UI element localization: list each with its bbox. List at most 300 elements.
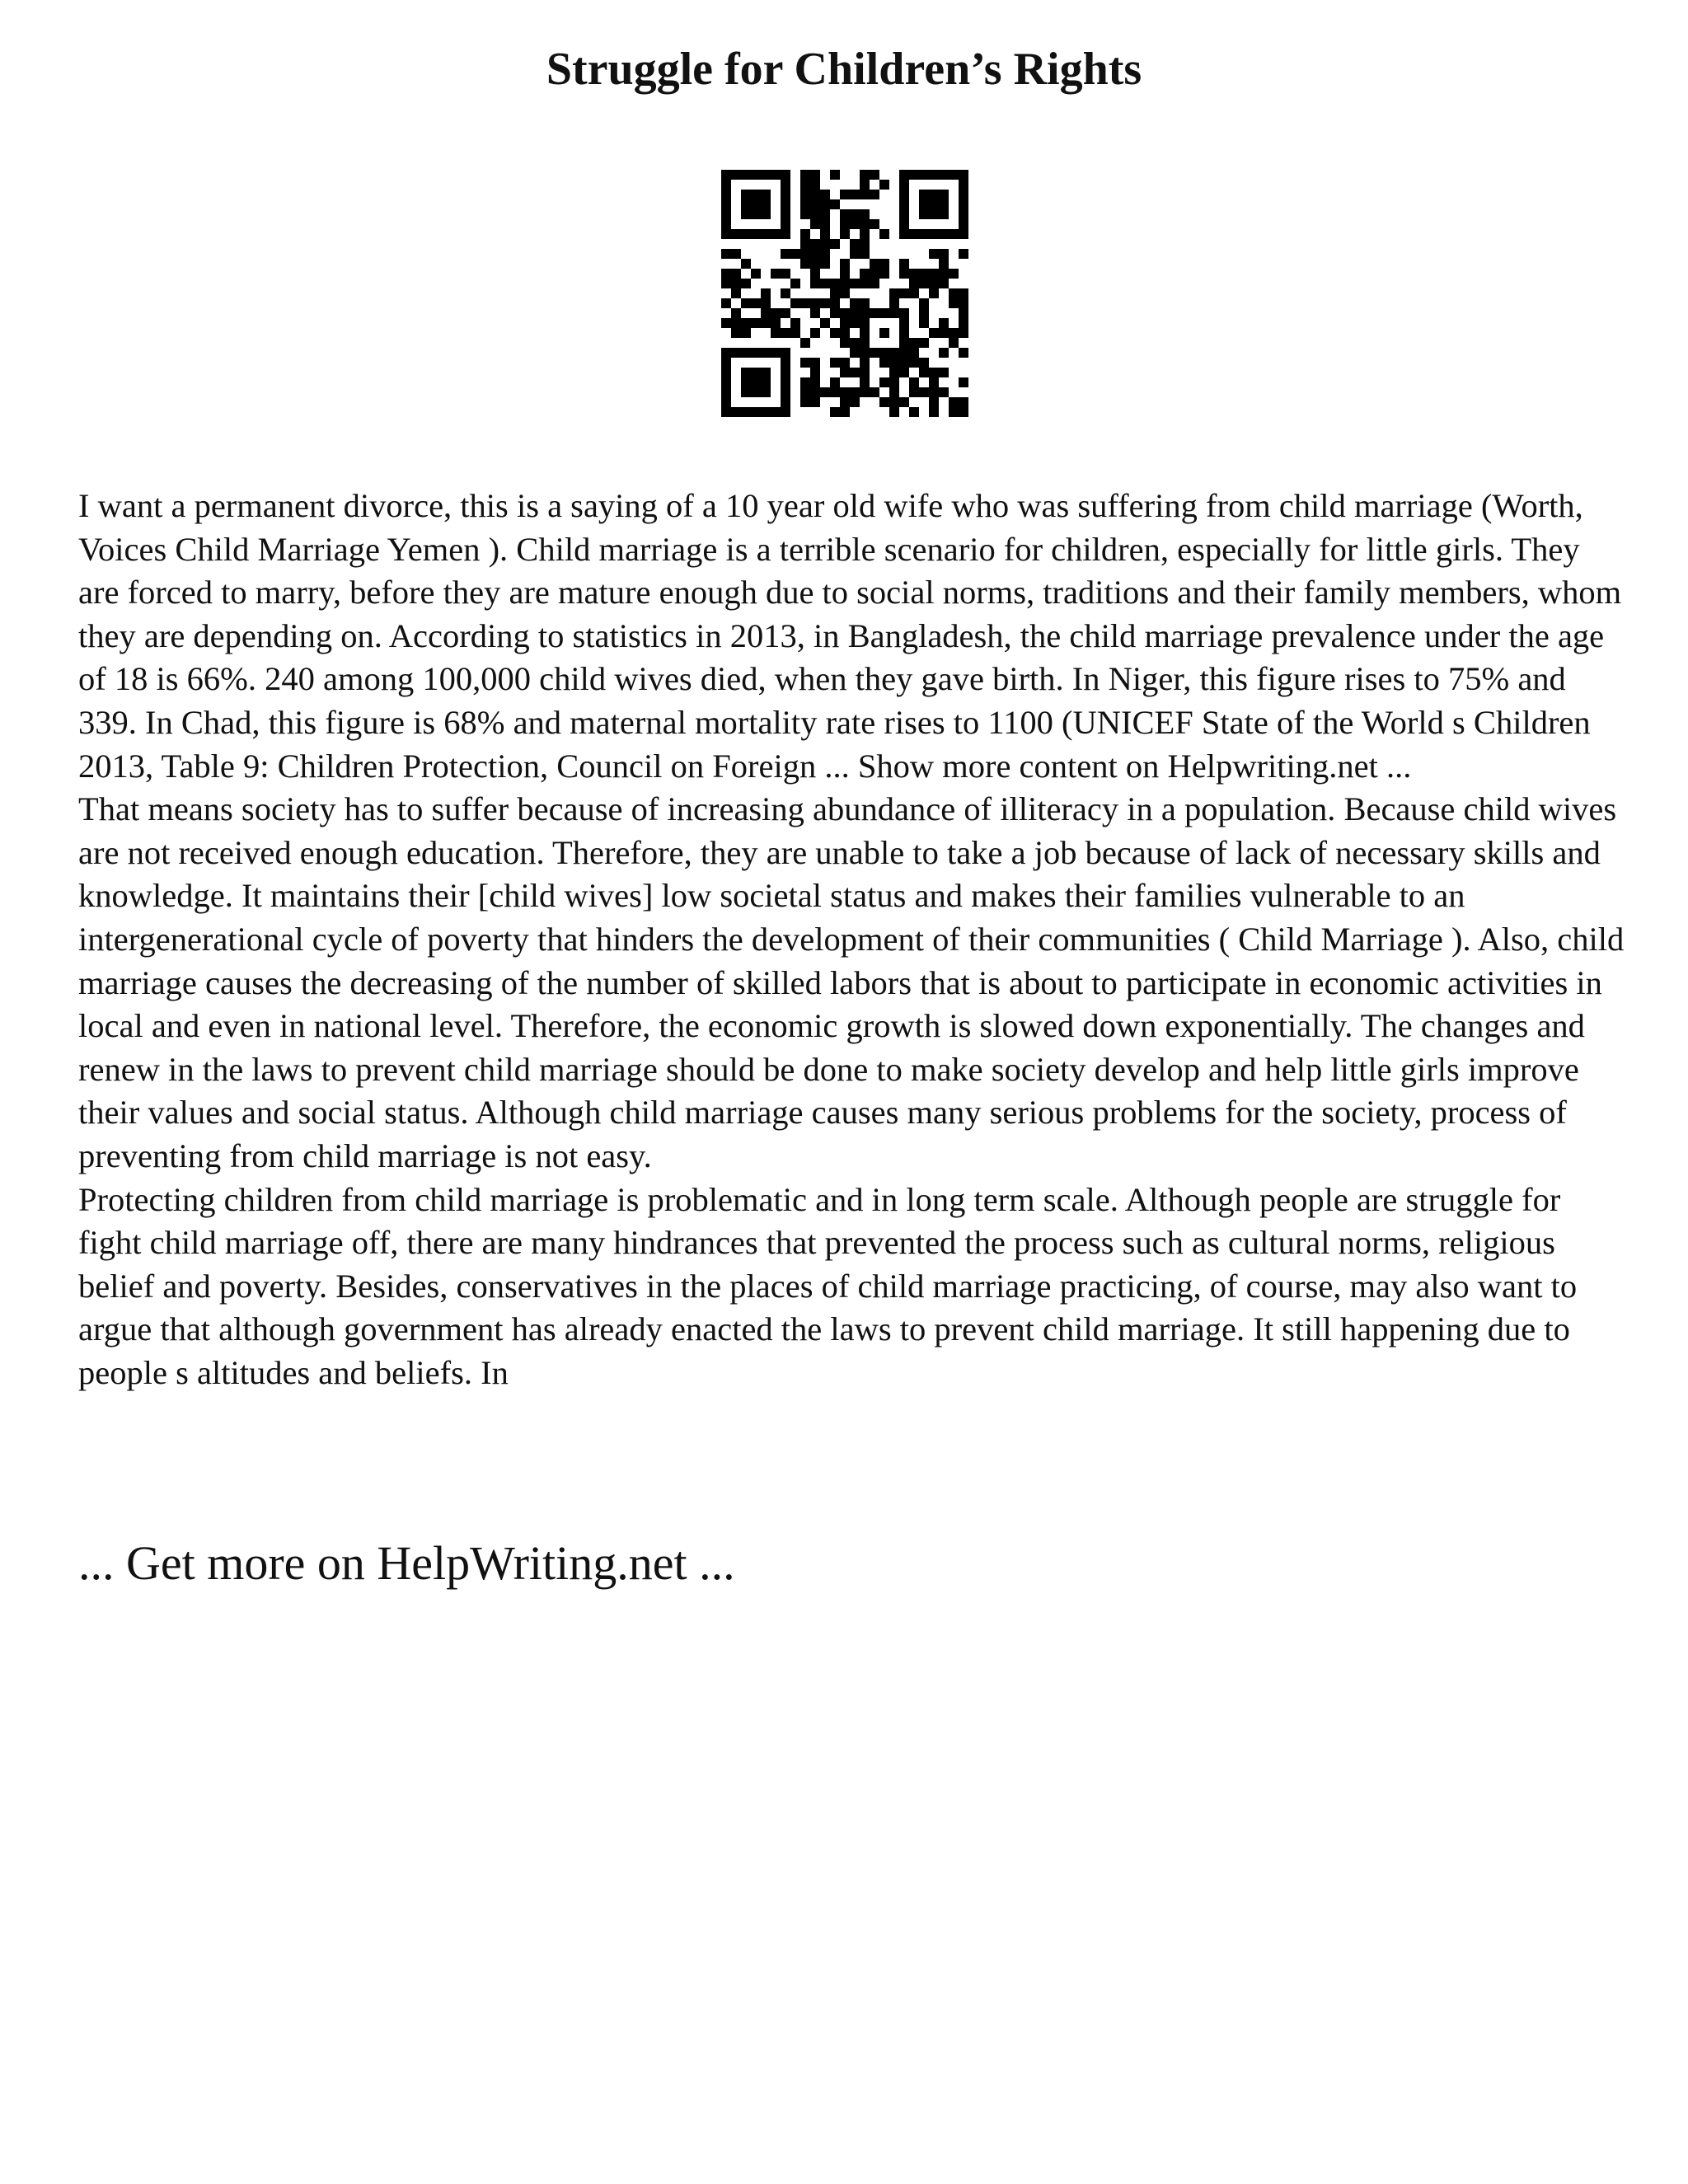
- qr-module: [860, 348, 870, 358]
- qr-module: [761, 190, 771, 199]
- qr-module: [919, 199, 929, 209]
- qr-module: [810, 249, 820, 259]
- qr-module: [870, 308, 879, 318]
- qr-module: [810, 219, 820, 229]
- qr-module: [761, 199, 771, 209]
- qr-module: [830, 239, 840, 249]
- qr-module: [781, 199, 790, 209]
- qr-module: [840, 219, 850, 229]
- qr-module: [830, 170, 840, 180]
- qr-module: [741, 170, 751, 180]
- qr-module: [781, 180, 790, 190]
- qr-module: [939, 170, 949, 180]
- qr-module: [830, 407, 840, 417]
- qr-module: [850, 387, 860, 397]
- qr-module: [919, 338, 929, 348]
- qr-module: [751, 407, 761, 417]
- qr-module: [840, 328, 850, 338]
- qr-module: [721, 199, 731, 209]
- qr-module: [800, 180, 810, 190]
- qr-module: [939, 269, 949, 279]
- qr-module: [840, 397, 850, 407]
- qr-module: [721, 387, 731, 397]
- qr-module: [810, 387, 820, 397]
- qr-module: [761, 387, 771, 397]
- qr-module: [899, 338, 909, 348]
- qr-module: [761, 377, 771, 387]
- qr-module: [889, 348, 899, 358]
- qr-module: [889, 387, 899, 397]
- document-title: Struggle for Children’s Rights: [546, 44, 1142, 95]
- qr-module: [939, 328, 949, 338]
- qr-module: [751, 318, 761, 328]
- qr-module: [899, 328, 909, 338]
- qr-module: [879, 259, 889, 269]
- qr-module: [751, 348, 761, 358]
- qr-module: [830, 279, 840, 288]
- qr-module: [731, 318, 741, 328]
- qr-module: [800, 387, 810, 397]
- qr-module: [949, 170, 959, 180]
- qr-module: [919, 368, 929, 377]
- qr-module: [800, 249, 810, 259]
- qr-module: [870, 269, 879, 279]
- qr-module: [899, 318, 909, 328]
- document-body: [78, 485, 1628, 1394]
- qr-module: [919, 298, 929, 308]
- qr-module: [741, 229, 751, 239]
- qr-module: [781, 229, 790, 239]
- qr-module: [860, 170, 870, 180]
- qr-module: [800, 377, 810, 387]
- qr-module: [899, 180, 909, 190]
- qr-module: [771, 308, 781, 318]
- qr-module: [929, 368, 939, 377]
- qr-module: [909, 358, 919, 368]
- qr-module: [959, 318, 968, 328]
- qr-module: [721, 377, 731, 387]
- qr-module: [820, 190, 830, 199]
- qr-module: [810, 259, 820, 269]
- qr-module: [840, 269, 850, 279]
- qr-module: [731, 288, 741, 298]
- qr-module: [800, 358, 810, 368]
- qr-module: [959, 199, 968, 209]
- qr-module: [959, 249, 968, 259]
- qr-module: [860, 229, 870, 239]
- qr-module: [820, 298, 830, 308]
- qr-module: [870, 387, 879, 397]
- qr-module: [899, 229, 909, 239]
- qr-module: [790, 328, 800, 338]
- qr-module: [959, 298, 968, 308]
- qr-module: [820, 387, 830, 397]
- qr-module: [741, 377, 751, 387]
- qr-module: [959, 190, 968, 199]
- qr-module: [939, 209, 949, 219]
- qr-module: [781, 190, 790, 199]
- qr-module: [939, 387, 949, 397]
- qr-module: [761, 368, 771, 377]
- qr-module: [741, 348, 751, 358]
- qr-module: [781, 209, 790, 219]
- qr-module: [810, 377, 820, 387]
- qr-module: [810, 269, 820, 279]
- qr-module: [889, 308, 899, 318]
- qr-module: [939, 318, 949, 328]
- qr-module: [840, 308, 850, 318]
- qr-module: [919, 358, 929, 368]
- qr-module: [850, 368, 860, 377]
- qr-module: [810, 397, 820, 407]
- qr-module: [959, 219, 968, 229]
- qr-module: [721, 180, 731, 190]
- qr-module: [721, 170, 731, 180]
- qr-module: [741, 259, 751, 269]
- qr-module: [889, 288, 899, 298]
- qr-module: [939, 190, 949, 199]
- qr-module: [741, 328, 751, 338]
- qr-module: [909, 279, 919, 288]
- qr-module: [949, 328, 959, 338]
- qr-module: [731, 407, 741, 417]
- qr-module: [751, 229, 761, 239]
- qr-module: [751, 190, 761, 199]
- paragraph-consequences: That means society has to suffer because of increasing abundance of illiteracy in a population. Because child wives are not received enough education. Therefore, they are unable to take a job because of lack of necessary skills and knowledge. It maintains their [child wives] low societal status and makes their families vulnerable to an intergenerational cycle of poverty that hinders the development of their communities ( Child Marriage ). Also, child marriage causes the decreasing of the number of skilled labors that is about to participate in economic activities in local and even in national level. Therefore, the economic growth is slowed down exponentially. The changes and renew in the laws to prevent child marriage should be done to make society develop and help little girls improve their values and social status. Although child marriage causes many serious problems for the society, process of preventing from child marriage is not easy.: [78, 790, 1625, 1174]
- qr-module: [840, 358, 850, 368]
- qr-module: [771, 229, 781, 239]
- qr-module: [771, 170, 781, 180]
- qr-module: [899, 209, 909, 219]
- qr-module: [879, 328, 889, 338]
- qr-module: [731, 328, 741, 338]
- qr-module: [781, 348, 790, 358]
- qr-module: [751, 170, 761, 180]
- qr-module: [830, 288, 840, 298]
- qr-module: [830, 308, 840, 318]
- qr-module: [909, 288, 919, 298]
- qr-code: [721, 170, 968, 417]
- qr-module: [820, 259, 830, 269]
- qr-module: [771, 348, 781, 358]
- qr-module: [909, 269, 919, 279]
- paragraph-intro: I want a permanent divorce, this is a saying of a 10 year old wife who was suffering from child marriage (Worth, Voices Child Marriage Yemen ). Child marriage is a terrible scenario for children, especially for little girls. They are forced to marry, before they are mature enough due to social norms, traditions and their family members, whom they are depending on. According to statistics in 2013, in Bangladesh, the child marriage prevalence under the age of 18 is 66%. 240 among 100,000 child wives died, when they gave birth. In Niger, this figure rises to 75% and 339. In Chad, this figure is 68% and maternal mortality rate rises to 1100 (UNICEF State of the World s Children 2013, Table 9: Children Protection, Council on Foreign ... Show more content on Helpwriting.net ...: [78, 487, 1622, 785]
- qr-module: [870, 190, 879, 199]
- qr-module: [800, 397, 810, 407]
- qr-module: [899, 368, 909, 377]
- qr-module: [810, 358, 820, 368]
- qr-module: [899, 259, 909, 269]
- qr-module: [959, 209, 968, 219]
- qr-module: [879, 348, 889, 358]
- qr-module: [731, 170, 741, 180]
- qr-module: [800, 190, 810, 199]
- qr-module: [721, 219, 731, 229]
- qr-module: [929, 269, 939, 279]
- qr-module: [929, 249, 939, 259]
- qr-module: [781, 358, 790, 368]
- qr-module: [800, 209, 810, 219]
- qr-module: [889, 358, 899, 368]
- paragraph-prevention: Protecting children from child marriage is problematic and in long term scale. Although people are struggle for fight child marriage off, there are many hindrances that prevented the process such as cultural norms, religious belief and poverty. Besides, conservatives in the places of child marriage practicing, of course, may also want to argue that although government has already enacted the laws to prevent child marriage. It still happening due to people s altitudes and beliefs. In: [78, 1180, 1578, 1391]
- qr-module: [919, 318, 929, 328]
- qr-module: [790, 279, 800, 288]
- qr-module: [939, 279, 949, 288]
- qr-module: [721, 397, 731, 407]
- qr-module: [879, 397, 889, 407]
- qr-module: [929, 190, 939, 199]
- qr-module: [899, 190, 909, 199]
- qr-module: [850, 348, 860, 358]
- qr-module: [721, 358, 731, 368]
- qr-module: [820, 279, 830, 288]
- qr-module: [761, 170, 771, 180]
- qr-module: [810, 180, 820, 190]
- qr-module: [731, 308, 741, 318]
- qr-module: [810, 298, 820, 308]
- qr-module: [781, 328, 790, 338]
- qr-module: [929, 387, 939, 397]
- qr-module: [820, 249, 830, 259]
- qr-module: [820, 239, 830, 249]
- qr-module: [879, 180, 889, 190]
- qr-module: [929, 199, 939, 209]
- qr-module: [850, 308, 860, 318]
- qr-module: [781, 269, 790, 279]
- qr-module: [840, 259, 850, 269]
- qr-module: [721, 318, 731, 328]
- qr-module: [860, 387, 870, 397]
- qr-module: [949, 407, 959, 417]
- qr-module: [860, 377, 870, 387]
- qr-module: [840, 387, 850, 397]
- qr-module: [959, 308, 968, 318]
- qr-module: [929, 288, 939, 298]
- qr-module: [830, 387, 840, 397]
- qr-module: [909, 348, 919, 358]
- qr-module: [929, 377, 939, 387]
- qr-module: [860, 328, 870, 338]
- qr-module: [850, 397, 860, 407]
- qr-module: [899, 348, 909, 358]
- qr-module: [899, 288, 909, 298]
- qr-module: [919, 209, 929, 219]
- qr-module: [830, 358, 840, 368]
- qr-module: [870, 279, 879, 288]
- qr-module: [761, 229, 771, 239]
- qr-module: [751, 269, 761, 279]
- qr-module: [860, 269, 870, 279]
- qr-module: [939, 348, 949, 358]
- qr-module: [949, 338, 959, 348]
- qr-module: [781, 407, 790, 417]
- qr-module: [761, 209, 771, 219]
- qr-module: [919, 170, 929, 180]
- qr-module: [721, 368, 731, 377]
- get-more-link[interactable]: ... Get more on HelpWriting.net ...: [78, 1536, 735, 1590]
- qr-module: [731, 348, 741, 358]
- qr-module: [781, 249, 790, 259]
- qr-module: [741, 190, 751, 199]
- qr-module: [731, 249, 741, 259]
- qr-module: [850, 190, 860, 199]
- qr-module: [731, 229, 741, 239]
- qr-module: [761, 407, 771, 417]
- qr-module: [909, 338, 919, 348]
- qr-module: [919, 229, 929, 239]
- qr-module: [721, 269, 731, 279]
- qr-module: [929, 397, 939, 407]
- qr-module: [810, 199, 820, 209]
- qr-module: [899, 199, 909, 209]
- qr-module: [860, 308, 870, 318]
- qr-module: [959, 348, 968, 358]
- qr-module: [840, 209, 850, 219]
- qr-module: [889, 368, 899, 377]
- qr-module: [761, 298, 771, 308]
- qr-module: [860, 239, 870, 249]
- qr-module: [781, 170, 790, 180]
- qr-module: [929, 170, 939, 180]
- qr-module: [741, 209, 751, 219]
- qr-module: [959, 407, 968, 417]
- qr-module: [790, 298, 800, 308]
- qr-module: [959, 288, 968, 298]
- qr-module: [959, 328, 968, 338]
- qr-module: [889, 298, 899, 308]
- qr-module: [949, 298, 959, 308]
- qr-module: [820, 229, 830, 239]
- qr-module: [850, 318, 860, 328]
- qr-module: [820, 199, 830, 209]
- qr-module: [939, 259, 949, 269]
- qr-module: [860, 279, 870, 288]
- qr-module: [761, 318, 771, 328]
- qr-module: [800, 170, 810, 180]
- qr-module: [781, 397, 790, 407]
- qr-module: [781, 308, 790, 318]
- qr-module: [919, 308, 929, 318]
- qr-module: [959, 397, 968, 407]
- qr-module: [939, 199, 949, 209]
- qr-module: [899, 219, 909, 229]
- qr-module: [959, 377, 968, 387]
- qr-module: [751, 368, 761, 377]
- qr-module: [929, 328, 939, 338]
- qr-module: [830, 328, 840, 338]
- qr-module: [949, 229, 959, 239]
- qr-module: [761, 288, 771, 298]
- qr-module: [830, 298, 840, 308]
- qr-module: [781, 288, 790, 298]
- qr-module: [939, 368, 949, 377]
- qr-module: [810, 239, 820, 249]
- qr-module: [889, 407, 899, 417]
- qr-module: [810, 328, 820, 338]
- qr-module: [751, 387, 761, 397]
- qr-module: [919, 269, 929, 279]
- qr-module: [899, 269, 909, 279]
- qr-module: [899, 358, 909, 368]
- qr-module: [741, 368, 751, 377]
- qr-module: [771, 318, 781, 328]
- qr-module: [751, 209, 761, 219]
- qr-module: [741, 298, 751, 308]
- qr-module: [949, 288, 959, 298]
- qr-module: [850, 209, 860, 219]
- qr-module: [741, 279, 751, 288]
- qr-module: [820, 318, 830, 328]
- qr-module: [800, 229, 810, 239]
- qr-module: [850, 219, 860, 229]
- qr-module: [721, 249, 731, 259]
- qr-module: [879, 308, 889, 318]
- qr-module: [909, 170, 919, 180]
- qr-module: [860, 219, 870, 229]
- qr-module: [800, 298, 810, 308]
- qr-module: [870, 170, 879, 180]
- qr-module: [949, 269, 959, 279]
- qr-module: [771, 328, 781, 338]
- qr-module: [899, 308, 909, 318]
- qr-module: [860, 180, 870, 190]
- qr-module: [909, 407, 919, 417]
- qr-module: [840, 318, 850, 328]
- qr-module: [721, 229, 731, 239]
- qr-module: [721, 209, 731, 219]
- qr-module: [850, 249, 860, 259]
- qr-module: [810, 279, 820, 288]
- qr-module: [741, 199, 751, 209]
- qr-module: [751, 377, 761, 387]
- qr-module: [781, 368, 790, 377]
- qr-module: [889, 397, 899, 407]
- qr-module: [959, 170, 968, 180]
- qr-module: [909, 387, 919, 397]
- qr-module: [800, 259, 810, 269]
- qr-module: [810, 308, 820, 318]
- qr-module: [870, 348, 879, 358]
- qr-module: [800, 338, 810, 348]
- qr-module: [810, 209, 820, 219]
- qr-module: [919, 190, 929, 199]
- qr-module: [850, 298, 860, 308]
- qr-module: [850, 338, 860, 348]
- qr-module: [800, 239, 810, 249]
- qr-module: [959, 229, 968, 239]
- qr-module: [781, 377, 790, 387]
- qr-module: [879, 377, 889, 387]
- qr-module: [929, 407, 939, 417]
- qr-code-graphic: [721, 170, 968, 417]
- qr-module: [810, 368, 820, 377]
- qr-module: [731, 279, 741, 288]
- qr-module: [939, 249, 949, 259]
- qr-module: [761, 308, 771, 318]
- qr-module: [860, 209, 870, 219]
- qr-module: [771, 407, 781, 417]
- qr-module: [919, 387, 929, 397]
- qr-module: [810, 190, 820, 199]
- qr-module: [860, 298, 870, 308]
- qr-module: [731, 269, 741, 279]
- qr-module: [860, 318, 870, 328]
- qr-module: [820, 209, 830, 219]
- qr-module: [879, 269, 889, 279]
- qr-module: [860, 190, 870, 199]
- qr-module: [840, 279, 850, 288]
- qr-module: [889, 377, 899, 387]
